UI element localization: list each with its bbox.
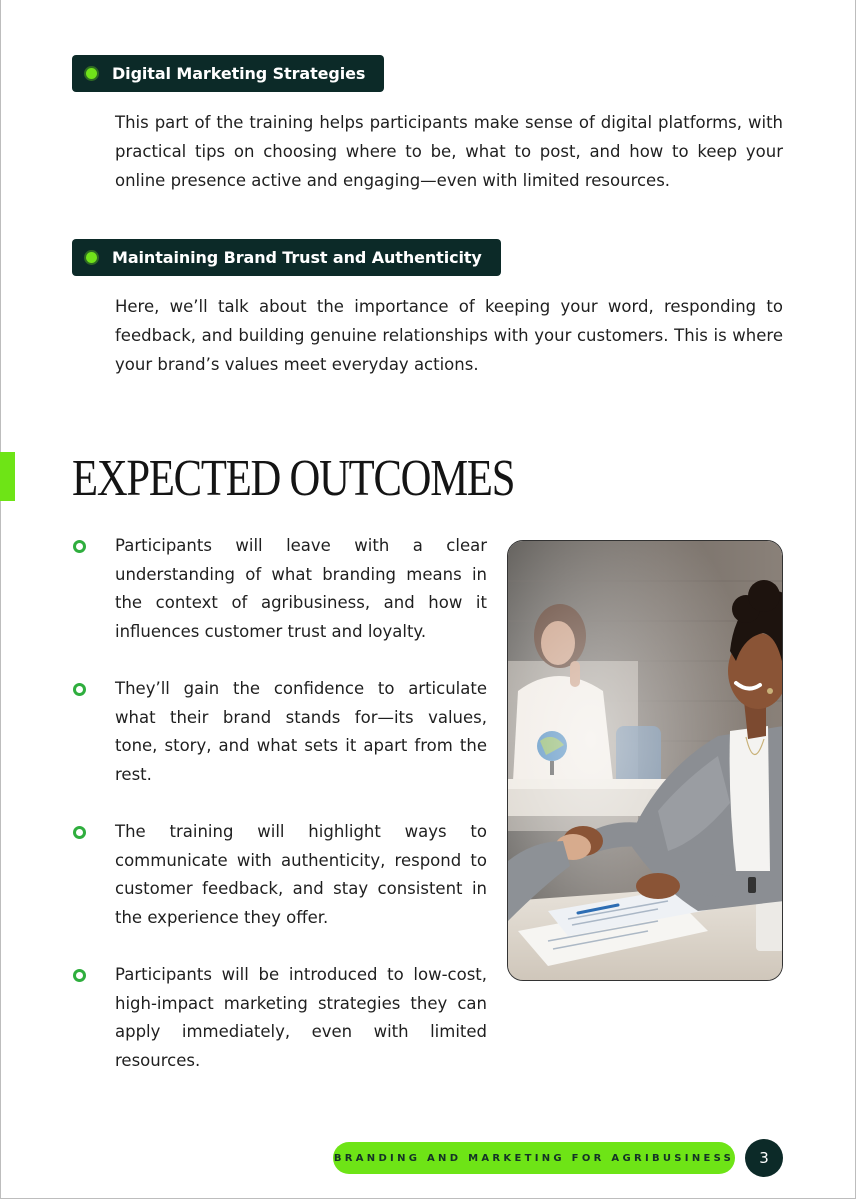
handshake-photo xyxy=(507,540,783,981)
section-tag-digital-marketing xyxy=(72,55,384,92)
outcome-item xyxy=(72,675,487,790)
section-body: This part of the training helps participants make sense of digital platforms, with practical tips on choosing where to be, what to post, and how to keep your online presence active and engaging—even with limited resources. xyxy=(115,113,783,190)
outcome-text: They’ll gain the confidence to articulate what their brand stands for—its values, tone, story, and what sets it apart from the rest. xyxy=(115,679,487,785)
section-title: Digital Marketing Strategies xyxy=(112,64,366,83)
outcome-text: Participants will be introduced to low-cost, high-impact marketing strategies they can apply immediately, even with limited resources. xyxy=(115,965,487,1071)
section-tag-brand-trust xyxy=(72,239,501,276)
outcome-text: The training will highlight ways to communicate with authenticity, respond to customer feedback, and stay consistent in the experience they offer. xyxy=(115,822,487,928)
outcomes-heading: EXPECTED OUTCOMES xyxy=(72,450,515,507)
tag-dot-icon xyxy=(86,252,97,263)
section-title: Maintaining Brand Trust and Authenticity xyxy=(112,248,482,267)
bullet-ring-icon xyxy=(73,683,86,696)
footer-title-pill xyxy=(333,1142,735,1174)
bullet-ring-icon xyxy=(73,969,86,982)
heading-accent-bar xyxy=(0,452,15,501)
section-body: Here, we’ll talk about the importance of keeping your word, responding to feedback, and building genuine relationships with your customers. This is where your brand’s values meet everyday actions. xyxy=(115,297,783,374)
outcome-item xyxy=(72,532,487,647)
page-number-badge: 3 xyxy=(745,1139,783,1177)
footer-label: BRANDING AND MARKETING FOR AGRIBUSINESS xyxy=(333,1152,735,1164)
tag-dot-icon xyxy=(86,68,97,79)
outcome-text: Participants will leave with a clear understanding of what branding means in the context of agribusiness, and how it influences customer trust and loyalty. xyxy=(115,536,487,642)
outcome-item xyxy=(72,818,487,933)
bullet-ring-icon xyxy=(73,826,86,839)
outcome-item xyxy=(72,961,487,1076)
bullet-ring-icon xyxy=(73,540,86,553)
